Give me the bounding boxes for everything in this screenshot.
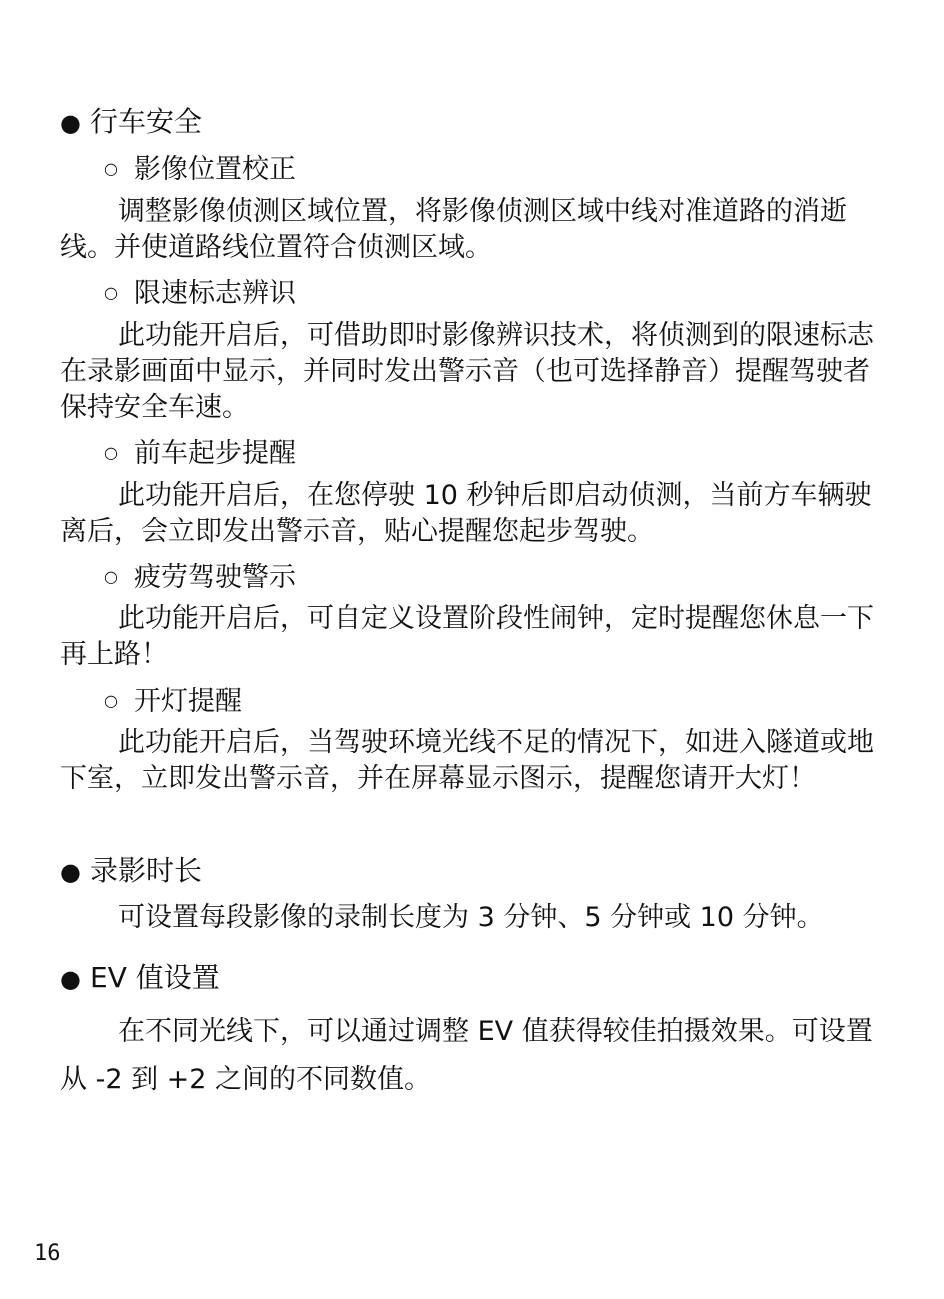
subsection-title: 开灯提醒: [134, 686, 242, 717]
subsection-heading: [104, 683, 242, 720]
section-title: EV 值设置: [90, 961, 220, 994]
section-title: 行车安全: [90, 105, 203, 138]
circle-bullet-icon: ○: [104, 159, 118, 178]
subsection-title: 前车起步提醒: [134, 438, 296, 469]
subsection-title: 疲劳驾驶警示: [134, 562, 296, 593]
section-heading: [60, 104, 202, 141]
bullet-icon: ●: [60, 109, 81, 137]
circle-bullet-icon: ○: [104, 283, 118, 302]
circle-bullet-icon: ○: [104, 443, 118, 462]
section-body: 在不同光线下，可以通过调整 EV 值获得较佳拍摄效果。可设置从 -2 到 +2 之间的不同数值。: [60, 1016, 873, 1095]
subsection-heading: [104, 275, 296, 312]
section-heading: [60, 853, 202, 890]
subsection-title: 限速标志辨识: [134, 278, 296, 309]
circle-bullet-icon: ○: [104, 691, 118, 710]
section-title: 录影时长: [90, 854, 203, 887]
section-body: 可设置每段影像的录制长度为 3 分钟、5 分钟或 10 分钟。: [118, 902, 824, 933]
page-number: 16: [34, 1241, 61, 1266]
section-heading: [60, 960, 220, 997]
subsection-heading: [104, 151, 296, 188]
bullet-icon: ●: [60, 858, 81, 886]
subsection-body: 此功能开启后，可自定义设置阶段性闹钟，定时提醒您休息一下再上路！: [60, 603, 874, 670]
subsection-title: 影像位置校正: [134, 154, 296, 185]
subsection-heading: [104, 435, 296, 472]
subsection-body: 此功能开启后，当驾驶环境光线不足的情况下，如进入隧道或地下室，立即发出警示音，并在屏幕显示图示，提醒您请开大灯！: [60, 727, 874, 794]
subsection-heading: [104, 559, 296, 596]
subsection-body: 此功能开启后，可借助即时影像辨识技术，将侦测到的限速标志在录影画面中显示，并同时发出警示音（也可选择静音）提醒驾驶者保持安全车速。: [60, 320, 874, 423]
bullet-icon: ●: [60, 965, 81, 993]
subsection-body: 调整影像侦测区域位置，将影像侦测区域中线对准道路的消逝线。并使道路线位置符合侦测区域。: [60, 196, 847, 263]
circle-bullet-icon: ○: [104, 567, 118, 586]
subsection-body: 此功能开启后，在您停驶 10 秒钟后即启动侦测，当前方车辆驶离后，会立即发出警示音，贴心提醒您起步驾驶。: [60, 480, 872, 547]
